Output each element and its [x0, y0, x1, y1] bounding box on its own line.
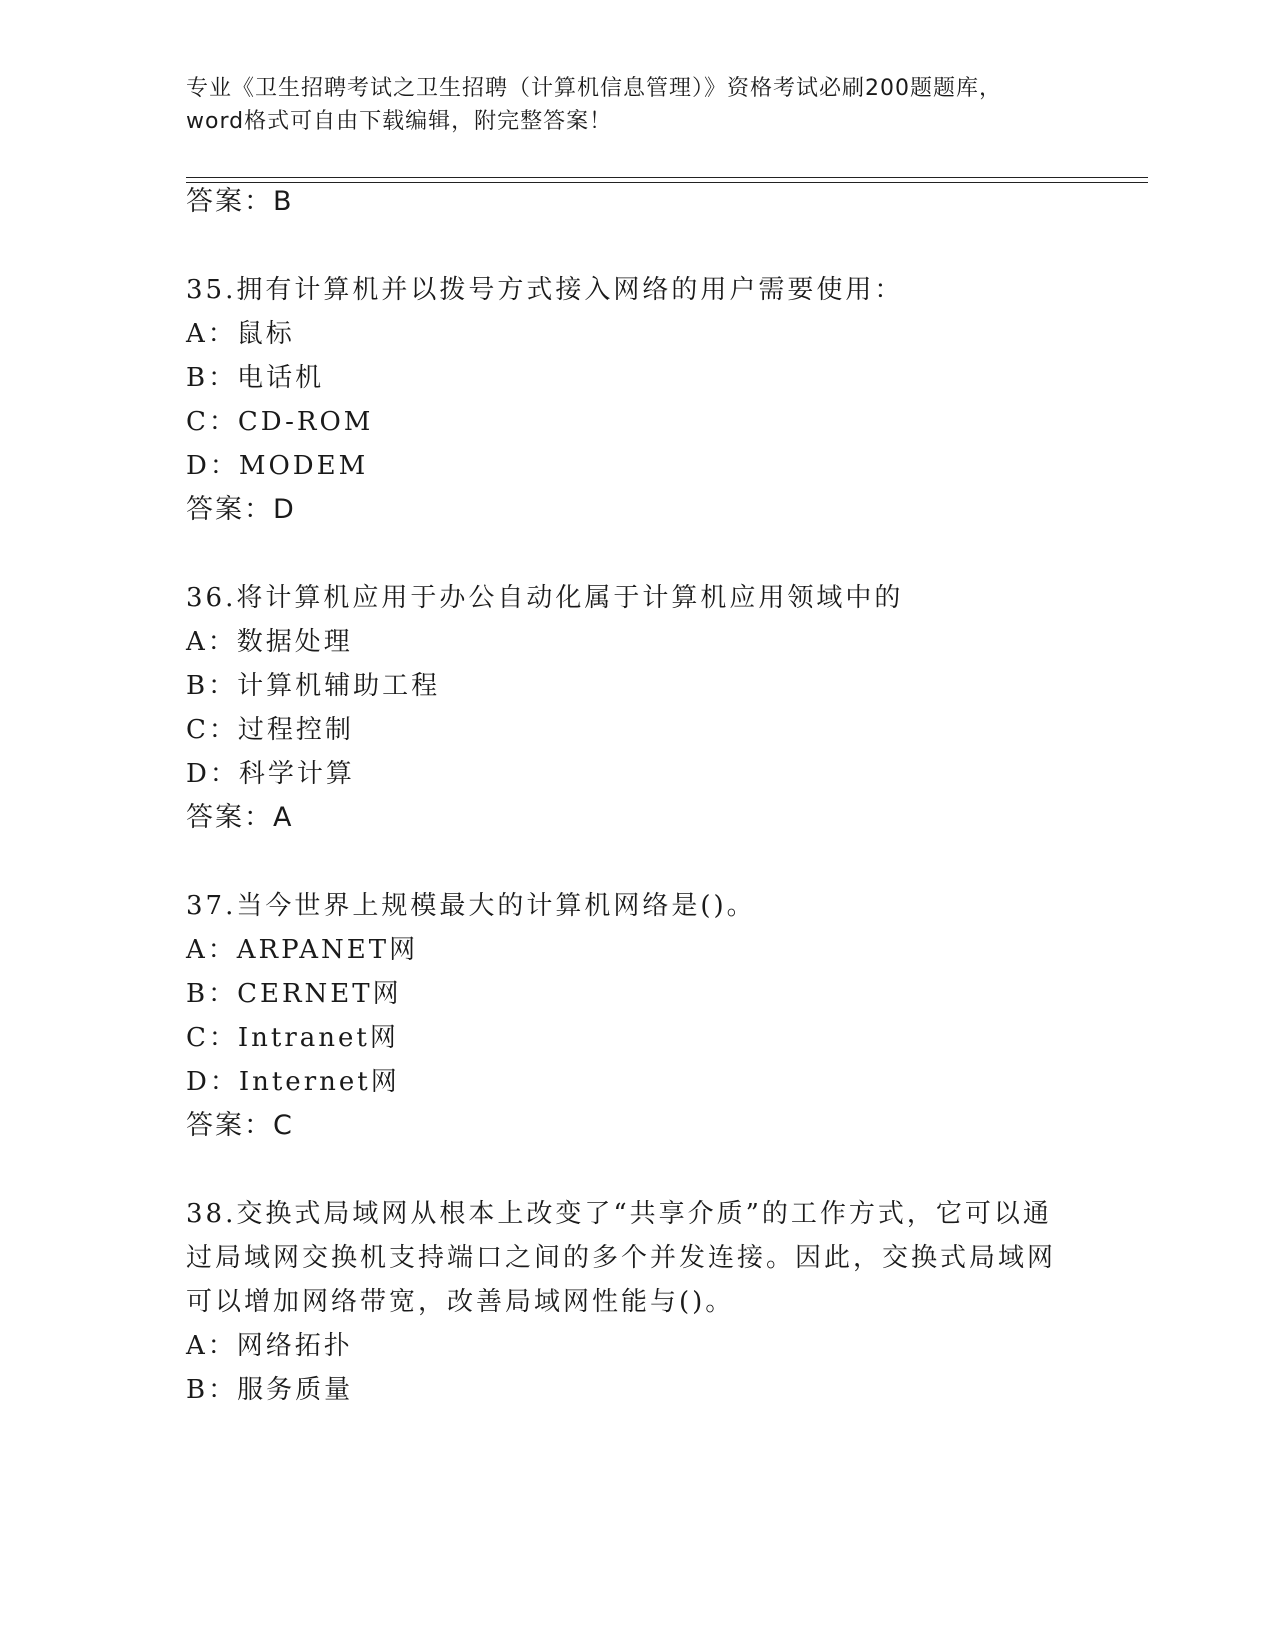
option-a: A：ARPANET网	[186, 935, 419, 965]
option-b: B：电话机	[186, 363, 325, 393]
answer-line	[186, 494, 295, 526]
answer-value: A	[273, 802, 293, 833]
option-b: B：计算机辅助工程	[186, 671, 441, 701]
option-b: B：服务质量	[186, 1375, 354, 1405]
answer-value: C	[273, 1110, 293, 1141]
document-header	[186, 72, 1086, 138]
answer-label: 答案：	[186, 494, 273, 525]
option-c: C：CD-ROM	[186, 407, 374, 437]
answer-line	[186, 802, 292, 834]
answer-line	[186, 186, 293, 218]
question-stem: 35.拥有计算机并以拨号方式接入网络的用户需要使用：	[186, 275, 904, 305]
option-a: A：数据处理	[186, 627, 353, 657]
question-stem: 37.当今世界上规模最大的计算机网络是()。	[186, 891, 756, 921]
option-d: D：Internet网	[186, 1067, 400, 1097]
option-a: A：鼠标	[186, 319, 295, 349]
answer-label: 答案：	[186, 186, 273, 217]
option-c: C：Intranet网	[186, 1023, 399, 1053]
answer-value: B	[273, 186, 293, 217]
question-stem: 36.将计算机应用于办公自动化属于计算机应用领域中的	[186, 583, 904, 613]
answer-label: 答案：	[186, 802, 273, 833]
answer-value: D	[273, 494, 295, 525]
header-line-2: word格式可自由下载编辑，附完整答案！	[186, 109, 613, 134]
option-b: B：CERNET网	[186, 979, 402, 1009]
header-divider	[186, 177, 1148, 178]
question-stem-line-1: 38.交换式局域网从根本上改变了“共享介质”的工作方式，它可以通	[186, 1199, 1052, 1229]
option-c: C：过程控制	[186, 715, 354, 745]
answer-line	[186, 1110, 293, 1142]
header-divider	[186, 182, 1148, 183]
option-a: A：网络拓扑	[186, 1331, 353, 1361]
answer-label: 答案：	[186, 1110, 273, 1141]
option-d: D：MODEM	[186, 451, 369, 481]
header-line-1: 专业《卫生招聘考试之卫生招聘（计算机信息管理）》资格考试必刷200题题库，	[186, 76, 1002, 101]
option-d: D：科学计算	[186, 759, 355, 789]
question-stem-line-3: 可以增加网络带宽，改善局域网性能与()。	[186, 1287, 735, 1317]
question-stem-line-2: 过局域网交换机支持端口之间的多个并发连接。因此，交换式局域网	[186, 1243, 1057, 1273]
